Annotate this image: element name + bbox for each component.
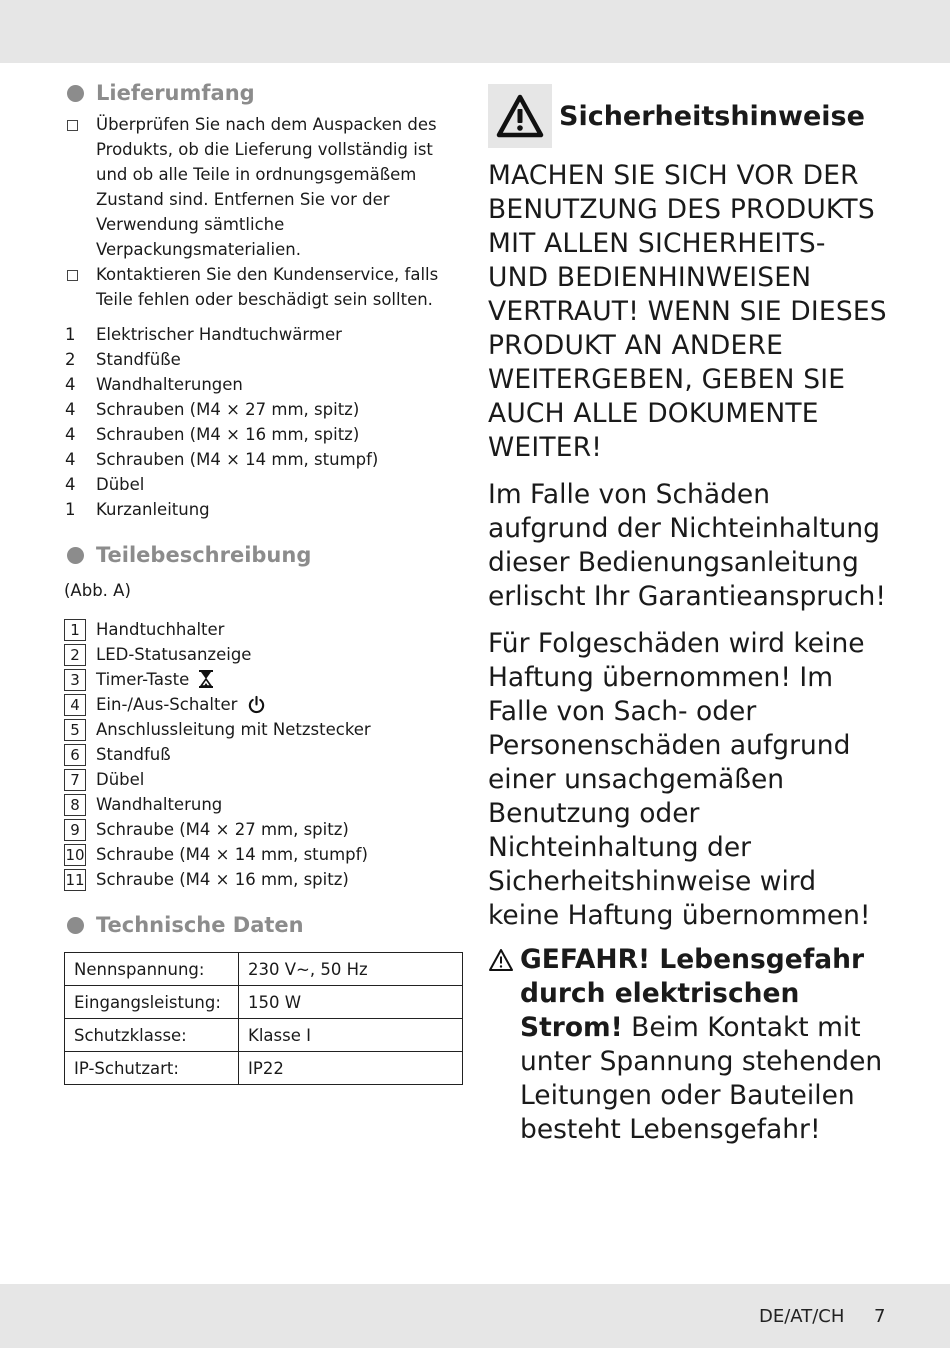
- list-item: 4 Schrauben (M4 × 14 mm, stumpf): [65, 450, 379, 469]
- list-item: 4 Schrauben (M4 × 27 mm, spitz): [65, 400, 360, 419]
- power-icon: [247, 695, 266, 714]
- list-item: 1 Kurzanleitung: [65, 500, 210, 519]
- check-item: Kontaktieren Sie den Kundenservice, falls Teile fehlen oder beschädigt sein sollten.: [64, 262, 464, 312]
- lieferumfang-heading: [64, 78, 464, 108]
- right-column: [488, 84, 888, 1147]
- bullet-dot-icon: [67, 547, 84, 564]
- danger-triangle-icon: [488, 948, 514, 972]
- part-item: 2 LED-Statusanzeige: [64, 642, 464, 667]
- technik-heading: [64, 910, 464, 940]
- list-item: 4 Wandhalterungen: [65, 375, 243, 394]
- danger-notice: [488, 943, 888, 1147]
- bullet-dot-icon: [67, 85, 84, 102]
- warning-triangle-icon: [496, 94, 544, 138]
- part-item: 3 Timer-Taste: [64, 667, 464, 692]
- check-list: [64, 112, 464, 312]
- delivery-list: [64, 322, 464, 522]
- checkbox-icon: [67, 270, 78, 281]
- list-item: 4 Schrauben (M4 × 16 mm, spitz): [65, 425, 360, 444]
- guarantee-paragraph: Im Falle von Schäden aufgrund der Nichteinhaltung dieser Bedienungsanleitung erlischt Ihr Garantieanspruch!: [488, 479, 886, 612]
- part-item: 9 Schraube (M4 × 27 mm, spitz): [64, 817, 464, 842]
- part-item: 1 Handtuchhalter: [64, 617, 464, 642]
- teile-title: Teilebeschreibung: [96, 543, 312, 567]
- bullet-dot-icon: [67, 917, 84, 934]
- part-item: 6 Standfuß: [64, 742, 464, 767]
- part-item: 11 Schraube (M4 × 16 mm, spitz): [65, 870, 349, 889]
- check-item: Überprüfen Sie nach dem Auspacken des Produkts, ob die Lieferung vollständig ist und ob alle Teile in ordnungsgemäßem Zustand sind. Entfernen Sie vor der Verwendung sämtliche Verpackungsmaterialien.: [64, 112, 464, 262]
- list-item: 4 Dübel: [65, 475, 145, 494]
- list-item: 2 Standfüße: [65, 350, 181, 369]
- part-item: 8 Wandhalterung: [64, 792, 464, 817]
- safety-title: Sicherheitshinweise: [559, 100, 865, 132]
- lieferumfang-title: Lieferumfang: [96, 81, 255, 105]
- left-column: [64, 78, 464, 1085]
- header-band: [0, 0, 950, 63]
- checkbox-icon: [67, 120, 78, 131]
- danger-heading: GEFAHR! Lebensgefahr durch elektrischen Strom!: [520, 944, 865, 1043]
- table-row: IP-Schutzart: IP22: [65, 1052, 463, 1085]
- figure-reference: (Abb. A): [64, 581, 131, 600]
- page-number: 7: [874, 1306, 886, 1327]
- table-row: Eingangsleistung: 150 W: [65, 986, 463, 1019]
- warning-box: [488, 84, 552, 148]
- technik-title: Technische Daten: [96, 913, 304, 937]
- safety-heading: [488, 84, 888, 148]
- table-row: Schutzklasse: Klasse I: [65, 1019, 463, 1052]
- safety-caps-warning: MACHEN SIE SICH VOR DER BENUTZUNG DES PRODUKTS MIT ALLEN SICHERHEITS- UND BEDIENHINWEISEN VERTRAUT! WENN SIE DIESES PRODUKT AN ANDERE WEITERGEBEN, GEBEN SIE AUCH ALLE DOKUMENTE WEITER!: [488, 160, 887, 463]
- parts-list: [64, 617, 464, 892]
- spec-table: [64, 952, 463, 1085]
- footer-language: DE/AT/CH: [759, 1306, 845, 1327]
- danger-text: Beim Kontakt mit unter Spannung stehenden Leitungen oder Bauteilen besteht Lebensgefahr!: [520, 1012, 883, 1145]
- part-item: 4 Ein-/Aus-Schalter: [64, 692, 464, 717]
- table-row: Nennspannung: 230 V~, 50 Hz: [65, 953, 463, 986]
- liability-paragraph: Für Folgeschäden wird keine Haftung übernommen! Im Falle von Sach- oder Personenschäden aufgrund einer unsachgemäßen Benutzung oder Nichteinhaltung der Sicherheitshinweise wird keine Haftung übernommen!: [488, 628, 871, 931]
- hourglass-icon: [198, 669, 214, 689]
- part-item: 10 Schraube (M4 × 14 mm, stumpf): [65, 845, 368, 864]
- list-item: 1 Elektrischer Handtuchwärmer: [65, 325, 342, 344]
- part-item: 7 Dübel: [64, 767, 464, 792]
- teile-heading: [64, 540, 464, 570]
- part-item: 5 Anschlussleitung mit Netzstecker: [64, 717, 464, 742]
